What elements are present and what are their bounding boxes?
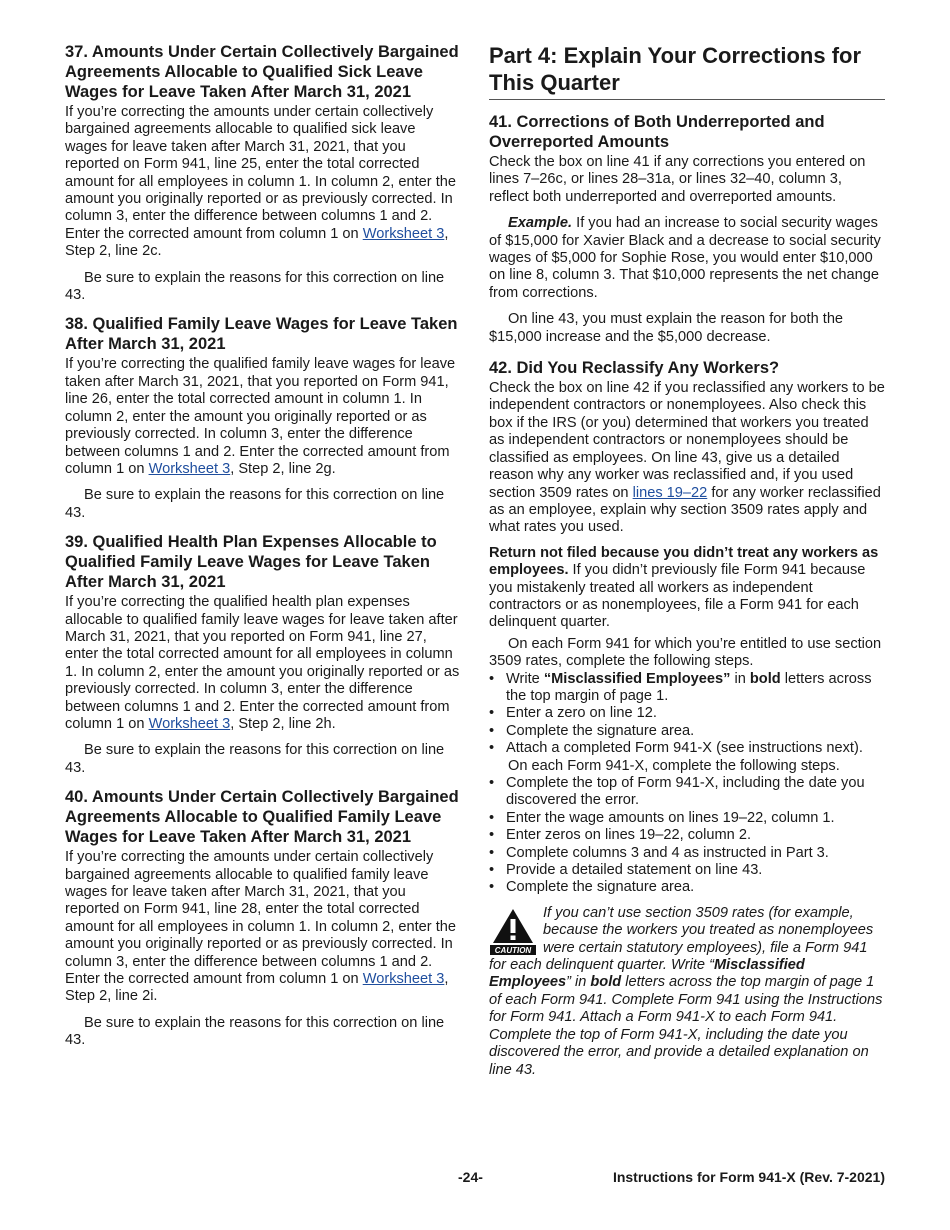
caution-icon xyxy=(489,907,537,955)
example-label: Example. xyxy=(508,215,573,232)
page-number: -24- xyxy=(458,1169,483,1185)
worksheet-3-link[interactable]: Worksheet 3 xyxy=(148,460,231,477)
return-not-filed-label: Return not filed because you didn’t treat any workers as employees. xyxy=(489,544,879,579)
section-39-heading: 39. Qualified Health Plan Expenses Allocable to Qualified Family Leave Wages for Leave Taken After March 31, 2021 xyxy=(65,533,437,592)
section-38 xyxy=(65,314,461,522)
section-40-heading: 40. Amounts Under Certain Collectively Bargained Agreements Allocable to Qualified Family Leave Wages for Leave Taken After March 31, 2021 xyxy=(65,788,459,847)
section-37-heading: 37. Amounts Under Certain Collectively Bargained Agreements Allocable to Qualified Sick Leave Wages for Leave Taken After March 31, 2021 xyxy=(65,43,459,101)
worksheet-3-link[interactable]: Worksheet 3 xyxy=(148,715,231,732)
list-item: • Complete columns 3 and 4 as instructed in Part 3. xyxy=(489,845,885,862)
section-39-body: If you’re correcting the qualified health plan expenses allocable to qualified family leave wages for leave taken after March 31, 2021, that you reported on Form 941, line 27, enter the total corrected amount for all employees in column 1. In column 2, enter the amount you originally reported or as previously corrected. In column 3, enter the difference between columns 1 and 2. Enter the corrected amount from column 1 on Worksheet 3, Step 2, line 2h. xyxy=(65,594,460,732)
section-41-example: Example. If you had an increase to social security wages of $15,000 for Xavier Black and a decrease to social security wages of $5,000 for Sophie Rose, you would enter $10,000 on line 8, column 3. That $10,000 represents the net change from corrections. xyxy=(489,215,881,301)
section-42-body: Check the box on line 42 if you reclassified any workers to be independent contractors or nonemployees. Also check this box if the IRS (or you) determined that workers you treated as independent contractors or nonemployees should be classified as employees. On line 43, give us a detailed reason why any worker was reclassified and, if you used section 3509 rates on lines 19–22 for any worker reclassified as an employee, explain why section 3509 rates apply and what rates you used. xyxy=(489,380,885,536)
form-941-steps-intro: On each Form 941 for which you’re entitled to use section 3509 rates, complete the following steps. xyxy=(489,635,882,670)
return-not-filed-paragraph: Return not filed because you didn’t treat any workers as employees. If you didn’t previously file Form 941 because you mistakenly treated all workers as independent contractors or as nonemployees, file a Form 941 for each delinquent quarter. xyxy=(489,544,879,631)
section-38-heading: 38. Qualified Family Leave Wages for Leave Taken After March 31, 2021 xyxy=(65,315,458,354)
section-40 xyxy=(65,787,461,1049)
section-37 xyxy=(65,42,461,304)
section-37-note: Be sure to explain the reasons for this correction on line 43. xyxy=(65,269,445,304)
list-item: • Complete the signature area. xyxy=(489,879,885,896)
section-40-note: Be sure to explain the reasons for this correction on line 43. xyxy=(65,1014,445,1049)
lines-19-22-link[interactable]: lines 19–22 xyxy=(632,484,708,501)
worksheet-3-link[interactable]: Worksheet 3 xyxy=(362,225,445,242)
section-39-note: Be sure to explain the reasons for this correction on line 43. xyxy=(65,742,445,776)
section-42 xyxy=(489,358,885,1079)
list-item: • Enter zeros on lines 19–22, column 2. xyxy=(489,827,885,844)
form-941-steps-list xyxy=(489,671,885,758)
form-941x-steps-intro: On each Form 941-X, complete the following steps. xyxy=(508,757,840,774)
list-item: • Write “Misclassified Employees” in bold letters across the top margin of page 1. xyxy=(489,671,885,706)
section-41-note: On line 43, you must explain the reason for both the $15,000 increase and the $5,000 decrease. xyxy=(489,311,844,345)
section-41 xyxy=(489,112,885,346)
section-39 xyxy=(65,532,461,777)
right-column xyxy=(489,42,885,1079)
section-41-body: Check the box on line 41 if any corrections you entered on lines 7–26c, or lines 28–31a, or lines 32–40, column 3, reflect both underreported and overreported amounts. xyxy=(489,154,866,205)
section-38-body: If you’re correcting the qualified family leave wages for leave taken after March 31, 2021, that you reported on Form 941, line 26, enter the total corrected amount in column 1. In column 2, enter the amount you originally reported or as previously corrected. In column 3, enter the difference between columns 1 and 2. Enter the corrected amount from column 1 on Worksheet 3, Step 2, line 2g. xyxy=(65,356,456,477)
list-item: • Complete the top of Form 941-X, including the date you discovered the error. xyxy=(489,775,885,810)
section-37-body: If you’re correcting the amounts under certain collectively bargained agreements allocable to qualified sick leave wages for leave taken after March 31, 2021, that you reported on Form 941, line 25, enter the total corrected amount for all employees in column 1. In column 2, enter the amount you originally reported or as previously corrected. In column 3, enter the difference between columns 1 and 2. Enter the corrected amount from column 1 on Worksheet 3, Step 2, line 2c. xyxy=(65,104,456,260)
worksheet-3-link[interactable]: Worksheet 3 xyxy=(362,971,445,988)
form-941x-steps-list xyxy=(489,775,885,897)
list-item: • Complete the signature area. xyxy=(489,723,885,740)
list-item: • Enter the wage amounts on lines 19–22, column 1. xyxy=(489,810,885,827)
list-item: • Attach a completed Form 941-X (see instructions next). xyxy=(489,740,885,757)
caution-icon-label: CAUTION xyxy=(494,945,532,955)
list-item: • Provide a detailed statement on line 43. xyxy=(489,862,885,879)
left-column xyxy=(65,42,461,1060)
section-42-heading: 42. Did You Reclassify Any Workers? xyxy=(489,359,780,378)
section-38-note: Be sure to explain the reasons for this correction on line 43. xyxy=(65,487,445,521)
section-40-body: If you’re correcting the amounts under certain collectively bargained agreements allocable to qualified family leave wages for leave taken after March 31, 2021, that you reported on Form 941, line 28, enter the total corrected amount for all employees in column 1. In column 2, enter the amount you originally reported or as previously corrected. In column 3, enter the difference between columns 1 and 2. Enter the corrected amount from column 1 on Worksheet 3, Step 2, line 2i. xyxy=(65,849,456,1005)
footer-form-title: Instructions for Form 941-X (Rev. 7-2021) xyxy=(612,1169,885,1185)
part-4-title: Part 4: Explain Your Corrections for This Quarter xyxy=(489,42,885,100)
caution-note: CAUTION If you can’t use section 3509 rates (for example, because the workers you treated as nonemployees were certain statutory employees), file a Form 941 for each delinquent quarter. Write “Misclassified Employees” in bold letters across the top margin of page 1 of each Form 941. Complete Form 941 using the Instructions for Form 941. Attach a Form 941-X to each Form 941. Complete the top of Form 941-X, including the date you discovered the error, and provide a detailed explanation on line 43. xyxy=(489,904,883,1078)
section-41-heading: 41. Corrections of Both Underreported and Overreported Amounts xyxy=(489,113,825,151)
list-item: • Enter a zero on line 12. xyxy=(489,705,885,722)
